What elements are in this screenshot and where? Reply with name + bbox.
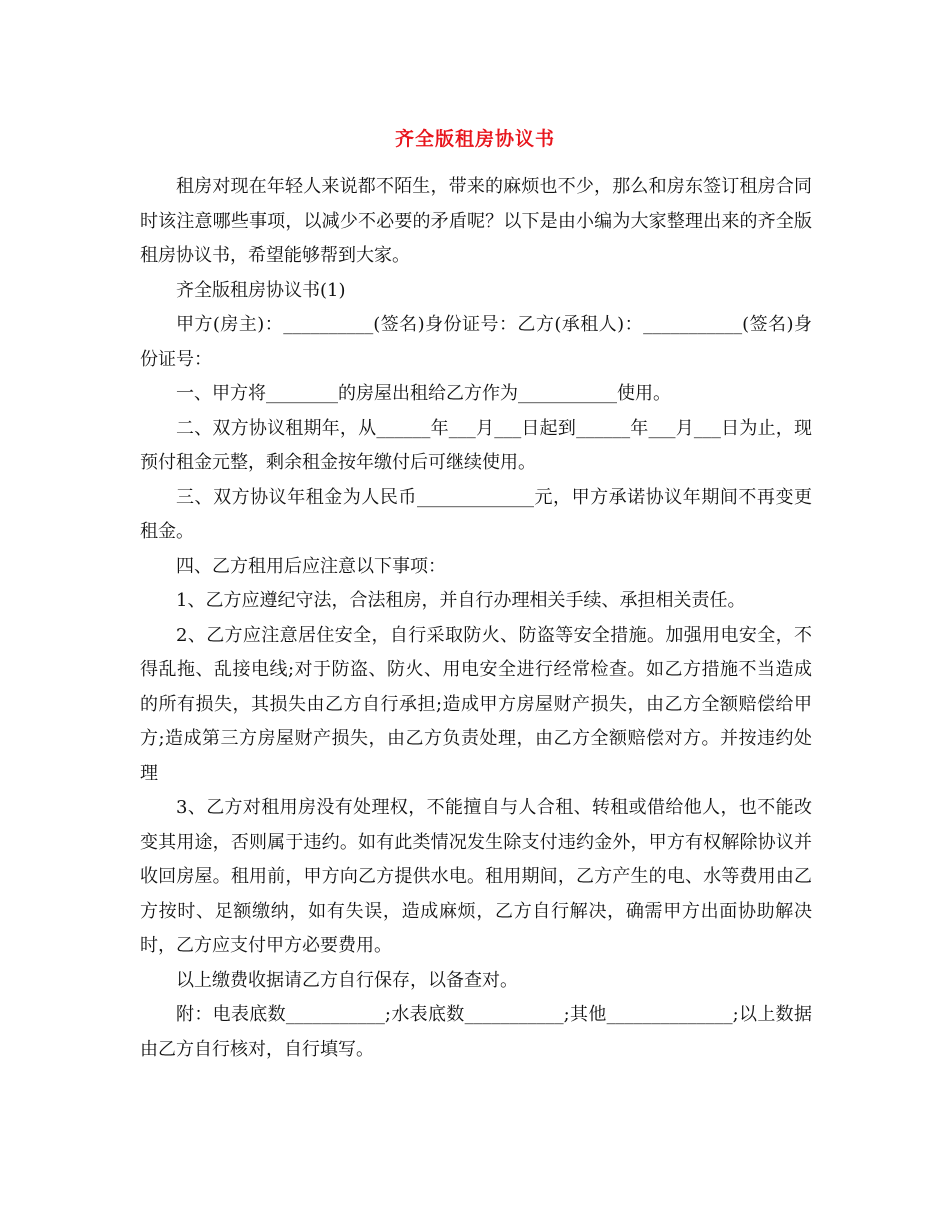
paragraph-item-1: 1、乙方应遵纪守法，合法租房，并自行办理相关手续、承担相关责任。	[176, 590, 746, 611]
paragraph-clause-1: 一、甲方将________的房屋出租给乙方作为___________使用。	[176, 383, 671, 404]
document-title: 齐全版租房协议书	[394, 128, 555, 150]
paragraph-intro: 租房对现在年轻人来说都不陌生，带来的麻烦也不少，那么和房东签订租房合同时该注意哪些事项，以减少不必要的矛盾呢？以下是由小编为大家整理出来的齐全版租房协议书，希望能够帮到大家。	[140, 176, 812, 266]
paragraph-clause-2: 二、双方协议租期年，从______年___月___日起到______年___月___日为止，现预付租金元整，剩余租金按年缴付后可继续使用。	[140, 417, 812, 473]
paragraph-subtitle: 齐全版租房协议书(1)	[176, 279, 346, 301]
paragraph-item-2: 2、乙方应注意居住安全，自行采取防火、防盗等安全措施。加强用电安全，不得乱拖、乱接电线;对于防盗、防火、用电安全进行经常检查。如乙方措施不当造成的所有损失，其损失由乙方自行承担;造成甲方房屋财产损失，由乙方全额赔偿给甲方;造成第三方房屋财产损失，由乙方负责处理，由乙方全额赔偿对方。并按违约处理	[140, 624, 812, 784]
paragraph-receipts: 以上缴费收据请乙方自行保存，以备查对。	[176, 969, 518, 991]
paragraph-item-3: 3、乙方对租用房没有处理权，不能擅自与人合租、转租或借给他人，也不能改变其用途，否则属于违约。如有此类情况发生除支付违约金外，甲方有权解除协议并收回房屋。租用前，甲方向乙方提供水电。租用期间，乙方产生的电、水等费用由乙方按时、足额缴纳，如有失误，造成麻烦，乙方自行解决，确需甲方出面协助解决时，乙方应支付甲方必要费用。	[140, 797, 812, 956]
document-body	[140, 170, 812, 1067]
paragraph-parties: 甲方(房主)：__________(签名)身份证号：乙方(承租人)：___________(签名)身份证号：	[140, 314, 812, 370]
paragraph-appendix: 附：电表底数___________;水表底数___________;其他______________;以上数据由乙方自行核对，自行填写。	[140, 1004, 812, 1060]
paragraph-clause-4: 四、乙方租用后应注意以下事项：	[176, 555, 446, 577]
paragraph-clause-3: 三、双方协议年租金为人民币_____________元，甲方承诺协议年期间不再变更租金。	[140, 486, 812, 542]
